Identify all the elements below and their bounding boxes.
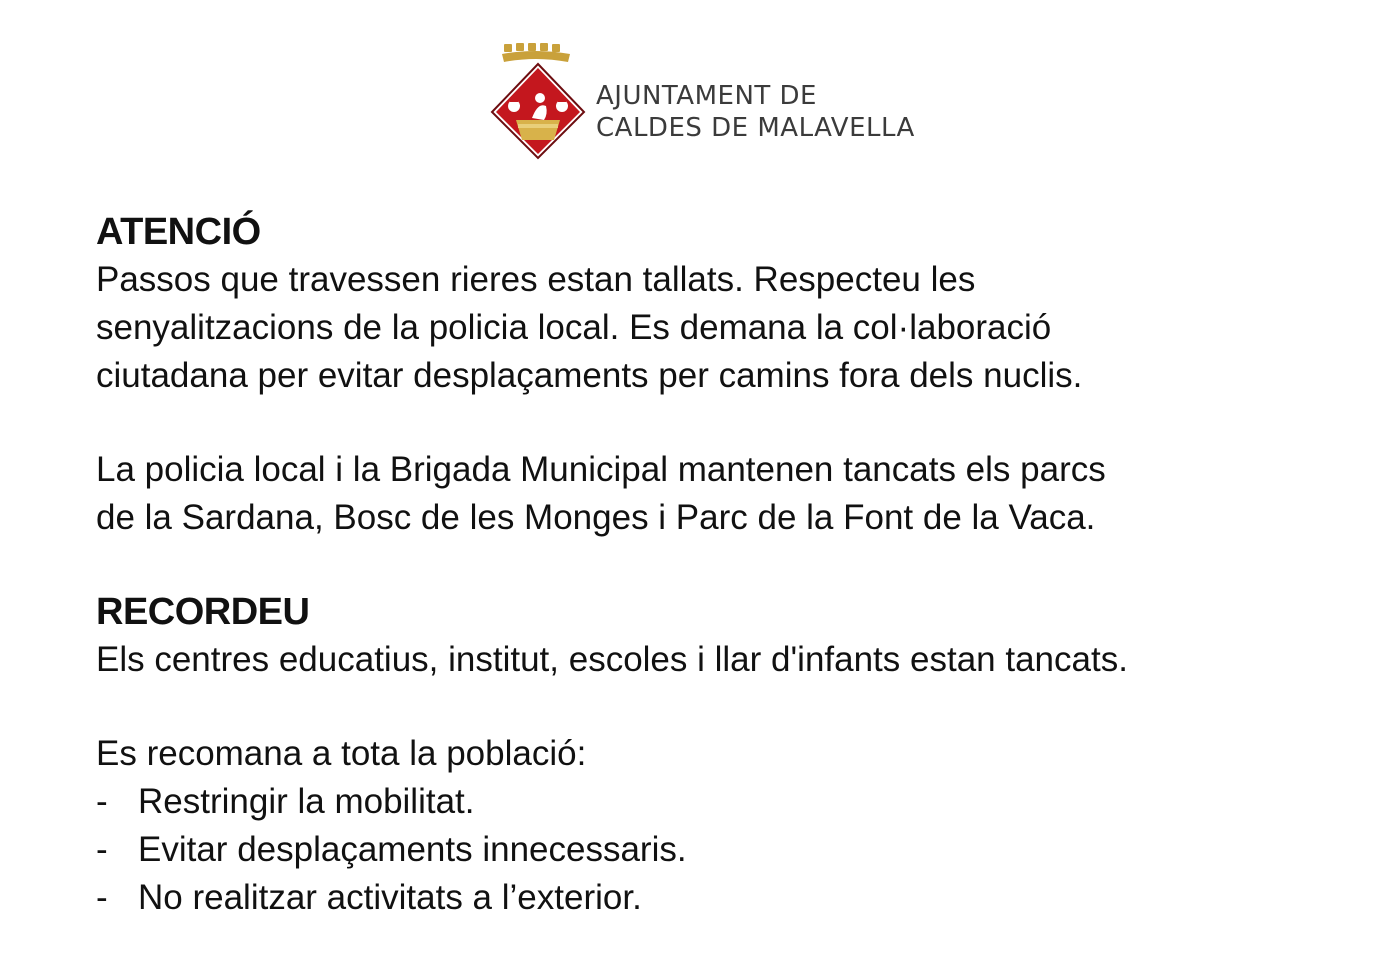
notice-body <box>96 208 1356 922</box>
paragraph-road-closures: Passos que travessen rieres estan tallats. Respecteu les senyalitzacions de la policia local. Es demana la col·laboració ciutadana per evitar desplaçaments per camins fora dels nuclis. <box>96 260 1083 395</box>
spacer <box>96 542 1356 588</box>
heading-remember: RECORDEU <box>96 591 310 633</box>
organization-name-line2: CALDES DE MALAVELLA <box>596 113 915 143</box>
municipal-coat-of-arms-icon <box>488 40 588 164</box>
spacer <box>96 400 1356 446</box>
header <box>488 40 928 164</box>
heading-attention: ATENCIÓ <box>96 211 261 253</box>
bullet-marker: - <box>96 830 108 869</box>
organization-name <box>596 80 915 144</box>
list-item-text: Evitar desplaçaments innecessaris. <box>138 830 687 869</box>
list-item <box>96 778 1356 826</box>
recommendation-list <box>96 778 1356 922</box>
organization-name-line1: AJUNTAMENT DE <box>596 81 817 111</box>
list-item <box>96 826 1356 874</box>
list-item <box>96 874 1356 922</box>
recommendation-intro: Es recomana a tota la població: <box>96 734 587 773</box>
bullet-marker: - <box>96 878 108 917</box>
list-item-text: No realitzar activitats a l’exterior. <box>138 878 642 917</box>
paragraph-parks-closed: La policia local i la Brigada Municipal mantenen tancats els parcs de la Sardana, Bosc de les Monges i Parc de la Font de la Vaca. <box>96 450 1106 537</box>
paragraph-schools-closed: Els centres educatius, institut, escoles i llar d'infants estan tancats. <box>96 640 1128 679</box>
list-item-text: Restringir la mobilitat. <box>138 782 475 821</box>
bullet-marker: - <box>96 782 108 821</box>
spacer <box>96 684 1356 730</box>
